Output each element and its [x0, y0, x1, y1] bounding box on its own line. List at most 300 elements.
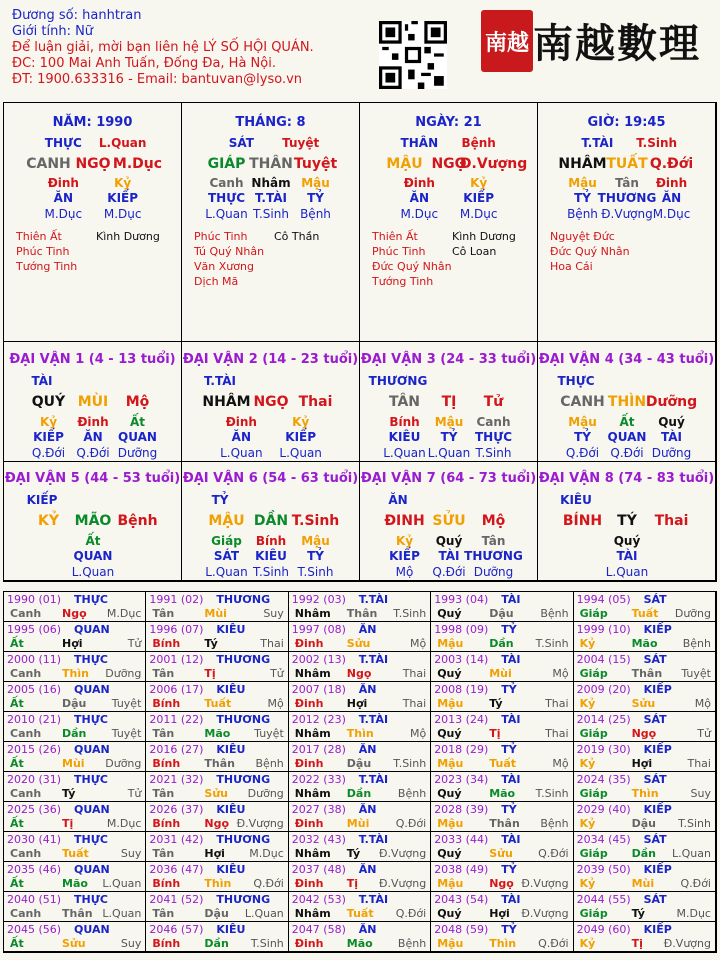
- year-branch: Ngọ: [631, 727, 657, 740]
- year-branch: Dần: [346, 787, 372, 800]
- pillar-branch: TUẤT: [606, 156, 648, 172]
- pillar-hidden-stem: Đinh: [47, 176, 79, 190]
- year-stem: Mậu: [437, 877, 464, 890]
- year-ten-god: QUAN: [74, 743, 110, 756]
- dai-van-hidden-stem: Bính: [255, 534, 287, 548]
- year-branch: Dậu: [489, 607, 514, 620]
- year-phase: Mộ: [552, 667, 569, 680]
- dai-van-phase: T.Sinh: [475, 446, 512, 460]
- dai-van-hidden-stem: Canh: [476, 415, 511, 429]
- year-label: 2018 (29): [434, 743, 489, 756]
- year-cell: [289, 892, 431, 922]
- year-phase: Bệnh: [255, 757, 284, 770]
- year-cell: [431, 712, 573, 742]
- year-phase: Tuyệt: [111, 727, 142, 740]
- dai-van-hidden-stem: Mậu: [568, 415, 597, 429]
- dai-van-phase: Q.Đới: [565, 446, 600, 460]
- year-label: 2032 (43): [291, 833, 346, 846]
- year-branch: Thìn: [204, 877, 232, 890]
- pillar-branch: Đ.Vượng: [459, 156, 528, 172]
- dai-van-branch: QUÝ: [31, 394, 66, 410]
- pillar-branch: THÂN: [249, 156, 293, 172]
- year-cell: [289, 652, 431, 682]
- year-cell: [146, 922, 288, 952]
- year-branch: Dậu: [346, 757, 372, 770]
- year-ten-god: TỶ: [501, 923, 517, 936]
- year-cell: [146, 742, 288, 772]
- year-cell: [431, 652, 573, 682]
- dai-van-top: T.TÀI: [204, 374, 236, 388]
- pillar-ten-god: ĂN: [409, 191, 429, 205]
- dai-van-branch: TỊ: [441, 394, 457, 410]
- pillar-star: Thiên Ất: [372, 230, 418, 243]
- year-cell: [431, 772, 573, 802]
- pillar-ten-god: TỶ: [574, 191, 591, 205]
- pillar-phase: M.Dục: [103, 207, 142, 221]
- year-branch: Tý: [204, 637, 218, 650]
- year-ten-god: T.TÀI: [358, 893, 389, 906]
- year-phase: Dưỡng: [105, 667, 142, 680]
- dai-van-phase: Q.Đới: [76, 446, 110, 460]
- pillar-star: Tú Quý Nhân: [194, 245, 265, 258]
- year-label: 2030 (41): [7, 833, 62, 846]
- year-branch: Ngọ: [204, 817, 230, 830]
- year-branch: Mão: [631, 637, 658, 650]
- year-phase: Đ.Vượng: [521, 907, 569, 920]
- year-label: 2046 (57): [149, 923, 204, 936]
- year-cell: [431, 802, 573, 832]
- year-phase: Đ.Vượng: [236, 817, 284, 830]
- year-ten-god: QUAN: [74, 683, 110, 696]
- pillar-branch: Tuyệt: [293, 156, 338, 172]
- owner-name: Đương số: hanhtran: [12, 8, 142, 23]
- year-ten-god: THƯƠNG: [216, 593, 271, 606]
- year-label: 1995 (06): [7, 623, 62, 636]
- pillar-star: Kình Dương: [96, 230, 160, 243]
- year-phase: Tử: [127, 637, 142, 650]
- year-branch: Thân: [204, 757, 235, 770]
- year-branch: Mùi: [62, 757, 85, 770]
- year-phase: L.Quan: [672, 847, 711, 860]
- dai-van-hidden-stem: Kỷ: [395, 534, 414, 548]
- year-branch: Mùi: [631, 877, 655, 890]
- pillar-star: Nguyệt Đức: [550, 230, 615, 243]
- year-label: 1993 (04): [434, 593, 489, 606]
- year-stem: Mậu: [437, 817, 464, 830]
- pillar-star: Kình Dương: [452, 230, 516, 243]
- year-branch: Thìn: [346, 727, 374, 740]
- year-phase: Mộ: [552, 757, 569, 770]
- year-label: 2000 (11): [7, 653, 62, 666]
- year-cell: [146, 772, 288, 802]
- year-phase: M.Dục: [249, 847, 284, 860]
- dai-van-phase: L.Quan: [205, 565, 248, 579]
- year-stem: Ất: [10, 637, 24, 650]
- year-label: 2009 (20): [576, 683, 631, 696]
- year-cell: [431, 742, 573, 772]
- year-stem: Bính: [152, 877, 181, 890]
- year-cell: [146, 712, 288, 742]
- pillar-top: T.Sinh: [636, 136, 678, 150]
- dai-van-top: KIÊU: [560, 493, 592, 507]
- year-ten-god: TỶ: [501, 683, 517, 696]
- dai-van-title: ĐẠI VẬN 8 (74 - 83 tuổi): [538, 471, 715, 486]
- year-phase: T.Sinh: [678, 817, 711, 830]
- year-branch: Tuất: [346, 907, 374, 920]
- pillar-hidden-stem: Canh: [209, 176, 244, 190]
- year-cell: [4, 922, 146, 952]
- dai-van-branch: ĐINH: [384, 513, 425, 529]
- year-label: 2020 (31): [7, 773, 62, 786]
- year-branch: Ngọ: [62, 607, 87, 620]
- year-ten-god: QUAN: [74, 863, 110, 876]
- year-phase: Bệnh: [397, 787, 427, 800]
- year-ten-god: QUAN: [74, 623, 110, 636]
- dai-van-cell: [538, 342, 716, 462]
- year-stem: Mậu: [437, 697, 464, 710]
- year-label: 1990 (01): [7, 593, 62, 606]
- year-label: 2031 (42): [149, 833, 204, 846]
- dai-van-phase: Dưỡng: [117, 446, 158, 460]
- year-phase: L.Quan: [244, 907, 284, 920]
- year-phase: Tuyệt: [681, 667, 711, 680]
- year-phase: Mộ: [409, 727, 427, 740]
- year-label: 2021 (32): [149, 773, 204, 786]
- year-ten-god: ĂN: [358, 683, 377, 696]
- dai-van-ten-god: QUAN: [73, 549, 113, 563]
- year-cell: [4, 682, 146, 712]
- dai-van-hidden-stem: Ất: [129, 415, 146, 429]
- year-stem: Bính: [152, 637, 181, 650]
- year-label: 2040 (51): [7, 893, 62, 906]
- pillar-branch: MẬU: [386, 156, 423, 172]
- year-cell: [4, 832, 146, 862]
- year-ten-god: TÀI: [501, 653, 521, 666]
- year-stem: Giáp: [579, 847, 608, 860]
- pillar-hidden-stem: Mậu: [568, 176, 597, 190]
- year-branch: Tị: [62, 817, 74, 830]
- dai-van-top: TỶ: [211, 493, 229, 507]
- year-ten-god: THƯƠNG: [216, 833, 271, 846]
- dai-van-ten-god: QUAN: [607, 430, 647, 444]
- year-phase: T.Sinh: [535, 637, 569, 650]
- year-ten-god: SÁT: [643, 773, 667, 786]
- year-cell: [289, 742, 431, 772]
- dai-van-phase: Q.Đới: [432, 565, 466, 579]
- year-branch: Tý: [346, 847, 361, 860]
- year-ten-god: THỰC: [74, 773, 108, 786]
- year-branch: Mão: [204, 727, 231, 740]
- year-cell: [146, 652, 288, 682]
- year-label: 2036 (47): [149, 863, 204, 876]
- year-cell: [289, 832, 431, 862]
- year-cell: [574, 922, 716, 952]
- pillar-title: GIỜ: 19:45: [587, 115, 666, 130]
- year-phase: Q.Đới: [253, 877, 284, 890]
- dai-van-ten-god: QUAN: [118, 430, 157, 444]
- pillar-hidden-stem: Đinh: [403, 176, 435, 190]
- year-ten-god: TÀI: [501, 773, 521, 786]
- dai-van-phase: T.Sinh: [253, 565, 289, 579]
- year-label: 2016 (27): [149, 743, 204, 756]
- year-branch: Tị: [631, 937, 643, 950]
- year-stem: Kỷ: [579, 757, 596, 770]
- year-phase: Thai: [545, 697, 569, 710]
- dai-van-title: ĐẠI VẬN 4 (34 - 43 tuổi): [538, 352, 715, 367]
- year-phase: Mộ: [409, 637, 427, 650]
- pillar-phase: Bệnh: [300, 207, 331, 221]
- year-label: 2003 (14): [434, 653, 489, 666]
- year-ten-god: ĂN: [358, 803, 377, 816]
- year-branch: Thìn: [631, 787, 659, 800]
- year-stem: Bính: [152, 937, 181, 950]
- pillar-ten-god: ĂN: [53, 191, 73, 205]
- year-phase: Mộ: [694, 697, 711, 710]
- pillar-top: T.TÀI: [581, 136, 614, 150]
- year-cell: [289, 712, 431, 742]
- dai-van-branch: Thai: [298, 394, 333, 410]
- year-cell: [431, 682, 573, 712]
- year-label: 2038 (49): [434, 863, 489, 876]
- dai-van-ten-god: KIẾP: [285, 430, 317, 444]
- year-cell: [146, 682, 288, 712]
- year-branch: Mão: [62, 877, 88, 890]
- year-ten-god: THỰC: [74, 893, 108, 906]
- year-stem: Canh: [10, 607, 42, 620]
- year-branch: Mùi: [489, 667, 512, 680]
- year-stem: Quý: [437, 907, 462, 920]
- year-branch: Hợi: [489, 907, 510, 920]
- dai-van-branch: THÌN: [607, 394, 647, 410]
- dai-van-ten-god: KIẾP: [33, 430, 64, 444]
- year-stem: Tân: [152, 667, 175, 680]
- year-branch: Mùi: [204, 607, 227, 620]
- year-phase: Dưỡng: [674, 607, 711, 620]
- year-stem: Giáp: [579, 667, 608, 680]
- year-stem: Tân: [152, 727, 175, 740]
- dai-van-hidden-stem: Bính: [389, 415, 420, 429]
- year-cell: [574, 682, 716, 712]
- year-phase: M.Dục: [676, 907, 711, 920]
- year-label: 2039 (50): [576, 863, 631, 876]
- year-branch: Mùi: [346, 817, 370, 830]
- pillar-star: Văn Xương: [194, 260, 254, 273]
- year-stem: Giáp: [579, 727, 608, 740]
- dai-van-title: ĐẠI VẬN 6 (54 - 63 tuổi): [182, 471, 359, 486]
- pillar-star: Hoa Cái: [550, 260, 593, 273]
- year-label: 2006 (17): [149, 683, 204, 696]
- seal-logo: 南越: [481, 10, 533, 72]
- pillar-top: Bệnh: [461, 136, 496, 150]
- year-label: 2044 (55): [576, 893, 631, 906]
- year-stem: Tân: [152, 607, 175, 620]
- year-phase: Q.Đới: [538, 937, 569, 950]
- year-cell: [431, 832, 573, 862]
- year-phase: Bệnh: [682, 637, 711, 650]
- year-ten-god: KIÊU: [216, 803, 246, 816]
- pillar-top: L.Quan: [98, 136, 147, 150]
- dai-van-ten-god: TÀI: [616, 549, 638, 563]
- year-branch: Sửu: [62, 937, 86, 950]
- dai-van-phase: L.Quan: [279, 446, 322, 460]
- year-phase: Tử: [270, 667, 284, 680]
- year-stem: Quý: [437, 847, 462, 860]
- year-cell: [146, 802, 288, 832]
- year-ten-god: SÁT: [643, 653, 667, 666]
- dai-van-branch: Thai: [654, 513, 689, 529]
- year-ten-god: T.TÀI: [358, 593, 389, 606]
- dai-van-top: THƯƠNG: [368, 374, 428, 388]
- year-label: 2035 (46): [7, 863, 62, 876]
- dai-van-branch: MẬU: [208, 513, 245, 529]
- pillar-top: SÁT: [228, 136, 254, 150]
- year-cell: [289, 862, 431, 892]
- year-label: 2027 (38): [291, 803, 346, 816]
- pillar-phase: M.Dục: [400, 207, 439, 221]
- year-cell: [431, 892, 573, 922]
- year-stem: Ất: [10, 817, 24, 830]
- dai-van-branch: Mộ: [125, 394, 150, 410]
- year-branch: Dậu: [62, 697, 87, 710]
- pillar-cell: [182, 103, 360, 342]
- year-cell: [4, 712, 146, 742]
- pillar-phase: T.Sinh: [253, 207, 289, 221]
- year-branch: Thân: [631, 667, 663, 680]
- year-phase: Q.Đới: [395, 817, 427, 830]
- year-stem: Tân: [152, 907, 175, 920]
- year-phase: L.Quan: [102, 877, 142, 890]
- year-cell: [289, 682, 431, 712]
- year-phase: T.Sinh: [535, 787, 569, 800]
- year-label: 2010 (21): [7, 713, 62, 726]
- address-line: ĐC: 100 Mai Anh Tuấn, Đống Đa, Hà Nội.: [12, 56, 276, 71]
- year-label: 1992 (03): [291, 593, 346, 606]
- year-cell: [4, 892, 146, 922]
- dai-van-hidden-stem: Ất: [85, 534, 101, 548]
- year-branch: Sửu: [489, 847, 513, 860]
- year-cell: [289, 922, 431, 952]
- phone-email-line: ĐT: 1900.633316 - Email: bantuvan@lyso.vn: [12, 72, 303, 87]
- year-label: 2019 (30): [576, 743, 631, 756]
- pillar-top: THỰC: [44, 136, 82, 150]
- year-stem: Kỷ: [579, 937, 596, 950]
- year-label: 1994 (05): [576, 593, 631, 606]
- year-stem: Quý: [437, 727, 462, 740]
- year-stem: Mậu: [437, 937, 464, 950]
- year-branch: Thân: [346, 607, 378, 620]
- pillar-branch: NGỌ: [75, 156, 111, 172]
- dai-van-top: KIẾP: [26, 493, 58, 507]
- year-stem: Kỷ: [579, 697, 596, 710]
- dai-van-hidden-stem: Quý: [435, 534, 463, 548]
- year-label: 1996 (07): [149, 623, 204, 636]
- year-branch: Mão: [346, 937, 373, 950]
- year-stem: Đinh: [294, 697, 324, 710]
- year-branch: Dần: [489, 637, 514, 650]
- year-ten-god: TÀI: [501, 593, 521, 606]
- dai-van-cell: [538, 461, 716, 581]
- year-cell: [289, 592, 431, 622]
- year-ten-god: THỰC: [74, 593, 108, 606]
- year-cell: [574, 892, 716, 922]
- dai-van-title: ĐẠI VẬN 1 (4 - 13 tuổi): [9, 352, 176, 367]
- year-label: 2048 (59): [434, 923, 489, 936]
- dai-van-cell: [182, 461, 360, 581]
- year-stem: Giáp: [579, 907, 608, 920]
- year-branch: Mão: [489, 787, 516, 800]
- year-branch: Thìn: [489, 937, 517, 950]
- dai-van-phase: L.Quan: [427, 446, 471, 460]
- year-stem: Ất: [10, 877, 24, 890]
- header-info: [12, 8, 314, 88]
- year-stem: Kỷ: [579, 637, 596, 650]
- year-label: 2022 (33): [291, 773, 346, 786]
- pillar-phase: Đ.Vượng: [601, 207, 653, 221]
- year-ten-god: SÁT: [643, 893, 667, 906]
- year-cell: [289, 772, 431, 802]
- year-ten-god: SÁT: [643, 833, 667, 846]
- dai-van-title: ĐẠI VẬN 5 (44 - 53 tuổi): [4, 471, 181, 486]
- pillar-phase: M.Dục: [459, 207, 498, 221]
- year-stem: Bính: [152, 697, 181, 710]
- year-ten-god: KIẾP: [643, 683, 672, 696]
- year-phase: Bệnh: [540, 817, 569, 830]
- year-ten-god: THỰC: [74, 833, 108, 846]
- pillar-hidden-stem: Tân: [615, 176, 639, 190]
- year-branch: Tuất: [631, 607, 659, 620]
- year-ten-god: KIÊU: [216, 863, 246, 876]
- year-label: 2005 (16): [7, 683, 62, 696]
- year-branch: Thân: [489, 817, 520, 830]
- year-branch: Hợi: [631, 757, 653, 770]
- year-branch: Tý: [489, 697, 503, 710]
- year-cell: [146, 832, 288, 862]
- year-stem: Kỷ: [579, 877, 596, 890]
- year-branch: Tuất: [489, 757, 516, 770]
- year-label: 2042 (53): [291, 893, 346, 906]
- year-label: 2023 (34): [434, 773, 489, 786]
- pillar-hidden-stem: Đinh: [655, 176, 688, 190]
- year-ten-god: KIẾP: [643, 743, 672, 756]
- dai-van-hidden-stem: Đinh: [225, 415, 257, 429]
- year-phase: Mộ: [267, 697, 284, 710]
- year-phase: Đ.Vượng: [663, 937, 711, 950]
- year-stem: Canh: [10, 787, 42, 800]
- dai-van-branch: Dưỡng: [645, 394, 698, 410]
- dai-van-ten-god: TÀI: [660, 430, 682, 444]
- dai-van-branch: DẦN: [253, 513, 289, 529]
- year-cell: [4, 592, 146, 622]
- year-ten-god: KIẾP: [643, 923, 672, 936]
- year-cell: [431, 922, 573, 952]
- pillar-ten-god: KIẾP: [107, 191, 139, 205]
- year-cell: [289, 622, 431, 652]
- year-ten-god: T.TÀI: [358, 773, 389, 786]
- year-ten-god: THƯƠNG: [216, 893, 271, 906]
- dai-van-branch: NGỌ: [253, 394, 289, 410]
- year-stem: Đinh: [294, 877, 324, 890]
- year-label: 1999 (10): [576, 623, 631, 636]
- pillar-branch: CANH: [26, 156, 71, 172]
- year-stem: Nhâm: [294, 727, 331, 740]
- dai-van-top: TÀI: [31, 374, 53, 388]
- pillar-hidden-stem: Kỷ: [114, 176, 132, 190]
- year-stem: Canh: [10, 667, 42, 680]
- year-ten-god: THỰC: [74, 713, 108, 726]
- pillar-star: Tướng Tinh: [16, 260, 78, 273]
- year-cell: [574, 592, 716, 622]
- dai-van-top: THỰC: [557, 374, 595, 388]
